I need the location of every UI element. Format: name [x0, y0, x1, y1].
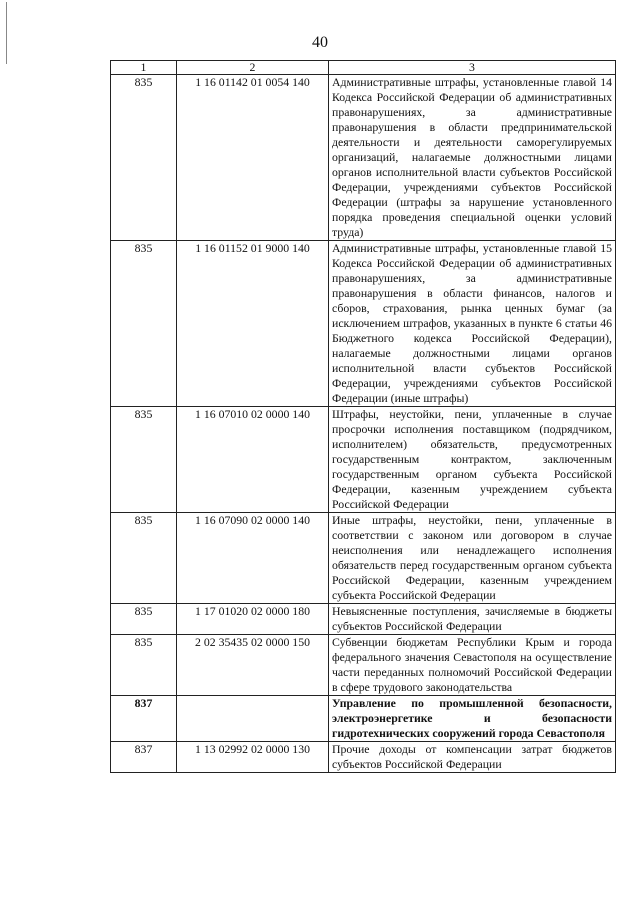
admin-code-cell: 835: [111, 604, 177, 635]
column-header-3: 3: [329, 61, 616, 75]
table-row: [111, 604, 616, 635]
budget-code-cell: 1 16 07010 02 0000 140: [177, 407, 329, 513]
budget-code-cell: 1 13 02992 02 0000 130: [177, 742, 329, 773]
budget-codes-table: [110, 60, 616, 773]
agency-name-cell: Управление по промышленной безопасности, электроэнергетике и безопасности гидротехнических сооружений города Севастополя: [329, 696, 616, 742]
page-edge-mark: [0, 2, 7, 64]
page-number: 40: [312, 34, 328, 51]
description-cell: Прочие доходы от компенсации затрат бюджетов субъектов Российской Федерации: [329, 742, 616, 773]
table-row: [111, 513, 616, 604]
table-row: [111, 407, 616, 513]
description-cell: Административные штрафы, установленные главой 14 Кодекса Российской Федерации об административных правонарушениях, за административные правонарушения в области предпринимательской деятельности и деятельности саморегулируемых организаций, налагаемые должностными лицами органов исполнительной власти субъектов Российской Федерации, учреждениями субъектов Российской Федерации (штрафы за нарушение установленного порядка проведения специальной оценки условий труда): [329, 75, 616, 241]
description-cell: Штрафы, неустойки, пени, уплаченные в случае просрочки исполнения поставщиком (подрядчиком, исполнителем) обязательств, предусмотренных государственным контрактом, заключенным государственным органом субъекта Российской Федерации, казенным учреждением субъекта Российской Федерации: [329, 407, 616, 513]
budget-code-cell: 1 16 01142 01 0054 140: [177, 75, 329, 241]
table-row: [111, 75, 616, 241]
admin-code-cell: 835: [111, 75, 177, 241]
table-row: [111, 241, 616, 407]
table-row: [111, 635, 616, 696]
table-row-section-header: [111, 696, 616, 742]
column-header-2: 2: [177, 61, 329, 75]
admin-code-cell: 837: [111, 742, 177, 773]
budget-code-cell: 1 16 01152 01 9000 140: [177, 241, 329, 407]
admin-code-cell: 837: [111, 696, 177, 742]
description-cell: Административные штрафы, установленные главой 15 Кодекса Российской Федерации об административных правонарушениях, за административные правонарушения в области финансов, налогов и сборов, страхования, рынка ценных бумаг (за исключением штрафов, указанных в пункте 6 статьи 46 Бюджетного кодекса Российской Федерации), налагаемые должностными лицами органов исполнительной власти субъектов Российской Федерации, учреждениями субъектов Российской Федерации (иные штрафы): [329, 241, 616, 407]
budget-code-cell: 1 17 01020 02 0000 180: [177, 604, 329, 635]
admin-code-cell: 835: [111, 241, 177, 407]
budget-code-cell: [177, 696, 329, 742]
budget-code-cell: 1 16 07090 02 0000 140: [177, 513, 329, 604]
admin-code-cell: 835: [111, 635, 177, 696]
admin-code-cell: 835: [111, 407, 177, 513]
table-row: [111, 742, 616, 773]
budget-code-cell: 2 02 35435 02 0000 150: [177, 635, 329, 696]
table-header-row: [111, 61, 616, 75]
description-cell: Невыясненные поступления, зачисляемые в бюджеты субъектов Российской Федерации: [329, 604, 616, 635]
column-header-1: 1: [111, 61, 177, 75]
description-cell: Субвенции бюджетам Республики Крым и города федерального значения Севастополя на осуществление части переданных полномочий Российской Федерации в сфере трудового законодательства: [329, 635, 616, 696]
admin-code-cell: 835: [111, 513, 177, 604]
description-cell: Иные штрафы, неустойки, пени, уплаченные в соответствии с законом или договором в случае неисполнения или ненадлежащего исполнения обязательств перед государственным органом субъекта Российской Федерации, казенным учреждением субъекта Российской Федерации: [329, 513, 616, 604]
